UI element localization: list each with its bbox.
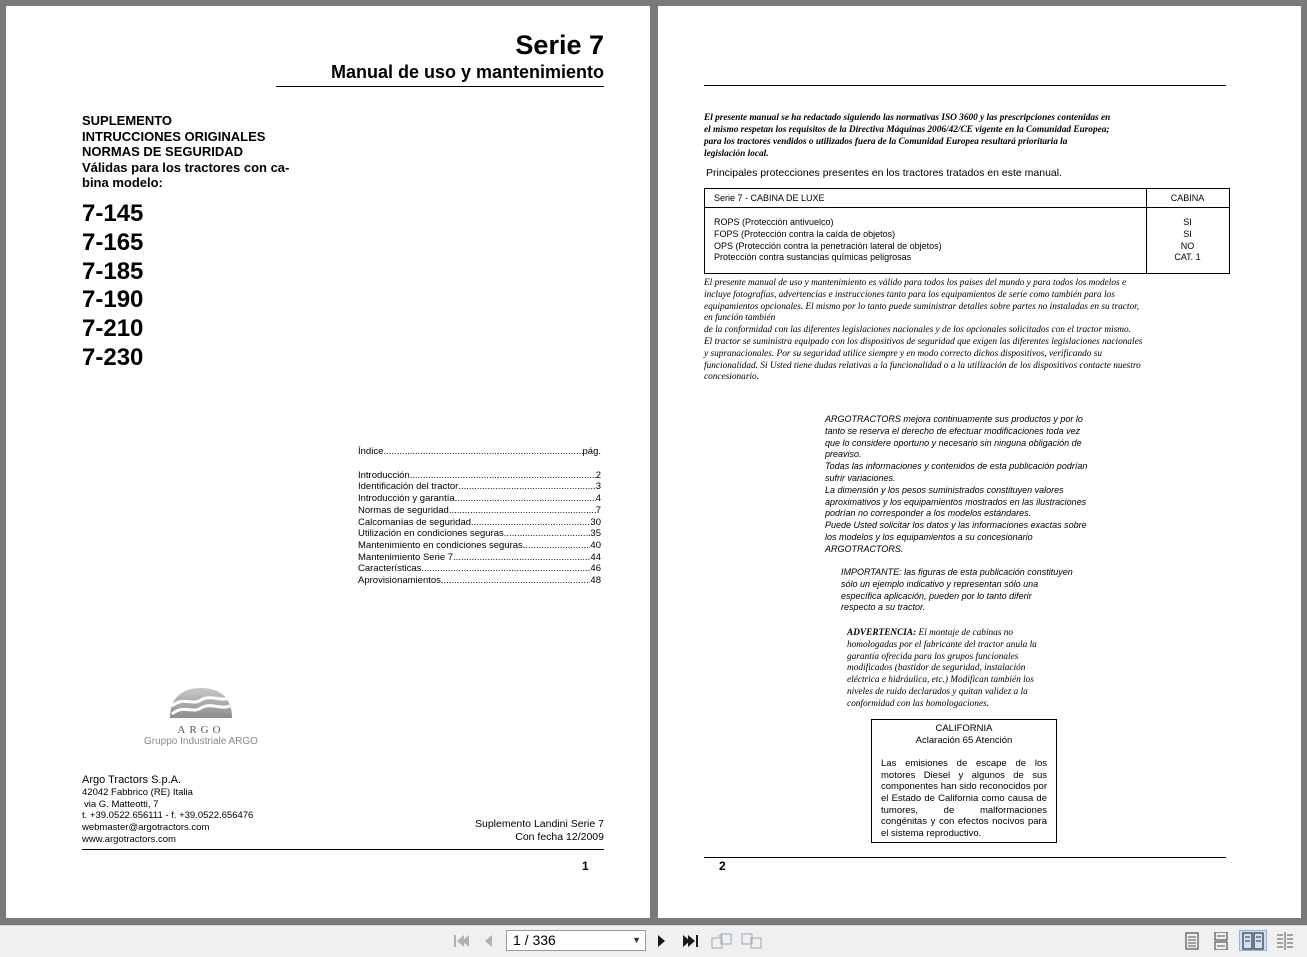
header-rule bbox=[704, 85, 1226, 86]
warning-line: niveles de ruido declarados y quitan validez a la bbox=[847, 686, 1028, 697]
footer-rule bbox=[82, 849, 604, 850]
address-line: via G. Matteotti, 7 bbox=[84, 798, 159, 810]
toc-label: Introducción y garantía bbox=[358, 493, 455, 505]
supplement-name: Suplemento Landini Serie 7 bbox=[474, 818, 604, 830]
previous-page-icon[interactable] bbox=[480, 931, 496, 951]
important-line: sólo un ejemplo indicativo y representan sólo una bbox=[841, 578, 1039, 589]
warning-label: ADVERTENCIA: bbox=[847, 628, 917, 638]
warning-line: eléctrica e hidráulica, etc.) Modifican también los bbox=[847, 675, 1034, 686]
toc-label: Características bbox=[358, 563, 422, 575]
toc-label: Mantenimiento Serie 7 bbox=[358, 551, 454, 563]
warning-line: El montaje de cabinas no bbox=[916, 628, 1014, 638]
footer-rule bbox=[704, 857, 1226, 858]
supplement-line: NORMAS DE SEGURIDAD bbox=[82, 144, 244, 160]
model-item: 7-145 bbox=[82, 200, 144, 227]
toc-row bbox=[358, 552, 601, 564]
manual-line: concesionario. bbox=[704, 372, 759, 383]
notice-line: que lo considere oportuno y necesario sin ninguna obligación de bbox=[825, 437, 1082, 448]
page-number: 1 bbox=[582, 859, 589, 873]
notice-line: podrían no corresponder a los modelos estándares. bbox=[825, 508, 1032, 519]
supplement-note bbox=[475, 818, 604, 844]
protection-item: FOPS (Protección contra la caída de objetos) bbox=[714, 228, 896, 239]
protection-item: Protección contra sustancias químicas peligrosas bbox=[714, 252, 912, 263]
single-page-view-icon[interactable] bbox=[1181, 931, 1203, 951]
model-item: 7-165 bbox=[82, 228, 144, 256]
model-list bbox=[82, 200, 143, 373]
toc-page: 30 bbox=[590, 516, 601, 528]
notice-line: tanto se reserva el derecho de efectuar modificaciones toda vez bbox=[825, 425, 1081, 436]
protection-value: SI bbox=[1183, 217, 1192, 227]
supplement-date: Con fecha 12/2009 bbox=[515, 831, 604, 843]
toc-row bbox=[358, 505, 601, 517]
toc-row bbox=[358, 575, 601, 587]
manual-line: incluye fotografías, advertencias e instrucciones tanto para los equipamientos de serie como también para los bbox=[704, 289, 1115, 300]
two-page-continuous-view-icon[interactable] bbox=[1273, 931, 1297, 951]
company-name: Argo Tractors S.p.A. bbox=[82, 774, 182, 786]
supplement-line: INTRUCCIONES ORIGINALES bbox=[82, 128, 266, 144]
toc-row bbox=[358, 540, 601, 552]
warning-line: modificados (bastidor de seguridad, instalación bbox=[847, 663, 1026, 674]
address-line: webmaster@argotractors.com bbox=[82, 822, 210, 834]
chevron-down-icon[interactable]: ▼ bbox=[632, 935, 641, 945]
model-item: 7-190 bbox=[82, 286, 144, 314]
intro-line: El presente manual se ha redactado siguiendo las normativas ISO 3600 y las prescripciones contenidas en bbox=[704, 113, 1111, 123]
important-line: IMPORTANTE: las figuras de esta publicación constituyen bbox=[841, 567, 1073, 577]
toc-row bbox=[358, 563, 601, 575]
toc-row bbox=[358, 481, 601, 493]
toc-label: Identificación del tractor bbox=[358, 481, 459, 493]
protections-title: Principales protecciones presentes en los tractores tratados en este manual. bbox=[706, 167, 1063, 179]
manual-line: de la conformidad con las diferentes legislaciones nacionales y de los opcionales solicitados con el tractor mismo. bbox=[704, 325, 1131, 336]
toc-label: Introducción bbox=[358, 469, 410, 481]
document-subtitle: Manual de uso y mantenimiento bbox=[330, 62, 604, 82]
toc-row bbox=[358, 470, 601, 482]
model-item: 7-185 bbox=[82, 257, 144, 285]
manual-line: equipamientos opcionales. El mismo por lo tanto puede suministrar detalles sobre partes no instaladas en su tractor, bbox=[704, 301, 1140, 312]
notice-line: ARGOTRACTORS mejora continuamente sus productos y por lo bbox=[825, 414, 1083, 424]
toc-page: 48 bbox=[590, 575, 601, 587]
notice-line: preaviso. bbox=[825, 449, 862, 460]
protection-value: SI bbox=[1183, 228, 1192, 239]
model-item: 7-230 bbox=[82, 343, 144, 371]
supplement-line: bina modelo: bbox=[82, 175, 163, 191]
pdf-page-1 bbox=[6, 6, 650, 918]
company-address bbox=[82, 775, 253, 846]
supplement-heading bbox=[82, 113, 289, 191]
toc-page: 2 bbox=[595, 469, 601, 481]
california-box bbox=[871, 719, 1057, 843]
important-line: específica aplicación, pueden por lo tanto diferir bbox=[841, 590, 1032, 601]
toc-page: pág. bbox=[582, 446, 601, 457]
intro-line: legislación local. bbox=[704, 148, 769, 159]
toc-label: Normas de seguridad bbox=[358, 504, 449, 516]
go-forward-view-icon[interactable] bbox=[740, 931, 764, 951]
protection-values bbox=[1146, 217, 1229, 264]
california-title: CALIFORNIA bbox=[935, 723, 993, 734]
toc-page: 44 bbox=[590, 551, 601, 563]
last-page-icon[interactable] bbox=[681, 931, 701, 951]
address-line: t. +39.0522.656111 - f. +39.0522.656476 bbox=[82, 810, 254, 822]
table-header-right: CABINA bbox=[1170, 193, 1205, 203]
toc-row bbox=[358, 493, 601, 505]
toc-label: Índice bbox=[358, 446, 384, 457]
page-number-input[interactable] bbox=[506, 930, 646, 951]
toc-label: Aprovisionamientos bbox=[358, 575, 441, 587]
toc-page: 4 bbox=[595, 493, 601, 505]
warning-notice bbox=[847, 628, 1087, 711]
page-indicator: 1 / 336 bbox=[513, 932, 556, 948]
toc-page: 3 bbox=[595, 481, 601, 493]
logo-word: ARGO bbox=[177, 724, 225, 736]
argo-logo-mark-icon bbox=[166, 684, 236, 722]
supplement-line: SUPLEMENTO bbox=[82, 113, 173, 128]
manual-validity-text bbox=[704, 278, 1229, 384]
supplement-line: Válidas para los tractores con ca- bbox=[82, 159, 290, 175]
viewer-toolbar bbox=[0, 925, 1307, 957]
page-number: 2 bbox=[719, 859, 726, 873]
title-rule bbox=[276, 86, 604, 87]
toc-page: 46 bbox=[590, 563, 601, 575]
notice-line: ARGOTRACTORS. bbox=[825, 543, 904, 554]
toc-page: 40 bbox=[590, 539, 601, 551]
warning-line: garantía ofrecida para los grupos funcionales bbox=[847, 651, 1019, 662]
toc-row bbox=[358, 446, 601, 458]
continuous-view-icon[interactable] bbox=[1210, 931, 1232, 951]
toc-page: 35 bbox=[590, 528, 601, 540]
document-title: Serie 7 bbox=[515, 30, 604, 60]
two-page-view-icon[interactable] bbox=[1239, 930, 1267, 951]
argo-logo bbox=[140, 684, 262, 747]
table-of-contents bbox=[358, 446, 601, 587]
manual-line: en función también bbox=[704, 313, 776, 324]
california-text: Las emisiones de escape de los motores Diesel y algunos de sus componentes han sido reconocidos por el Estado de California como causa de tumores, de malformaciones congénitas y con efectos nocivos para el sistema reproductivo. bbox=[881, 758, 1047, 839]
toc-label: Utilización en condiciones seguras bbox=[358, 528, 504, 540]
standards-intro bbox=[704, 113, 1229, 161]
manual-line: y supranacionales. Por su seguridad utilice siempre y en modo correcto dichos dispositivos, verificando su bbox=[704, 348, 1102, 359]
notice-line: los modelos y los equipamientos a su concesionario bbox=[825, 531, 1033, 542]
manual-line: funcionalidad. Si Usted tiene dudas relativas a la funcionalidad o a la utilización de los dispositivos contacte nuestro bbox=[704, 360, 1141, 371]
manual-line: El tractor se suministra equipado con los dispositivos de seguridad que exigen las diferentes legislaciones nacionales bbox=[704, 336, 1143, 347]
address-line: www.argotractors.com bbox=[82, 833, 176, 845]
table-header-left: Serie 7 - CABINA DE LUXE bbox=[714, 193, 825, 203]
protection-value: CAT. 1 bbox=[1174, 252, 1201, 263]
warning-line: homologadas por el fabricante del tractor anula la bbox=[847, 639, 1037, 650]
intro-line: para los tractores vendidos o utilizados fuera de la Comunidad Europea resultará prioritaria la bbox=[704, 136, 1068, 147]
california-subtitle: Aclaración 65 Atención bbox=[915, 734, 1013, 746]
notice-line: La dimensión y los pesos suministrados constituyen valores bbox=[825, 484, 1064, 495]
protection-item: ROPS (Protección antivuelco) bbox=[714, 217, 834, 227]
go-back-view-icon[interactable] bbox=[710, 931, 734, 951]
notice-line: Puede Usted solicitar los datos y las informaciones exactas sobre bbox=[825, 520, 1087, 531]
protection-items bbox=[714, 217, 942, 264]
notice-line: aproximativos y los equipamientos mostrados en las ilustraciones bbox=[825, 496, 1087, 507]
protection-value: NO bbox=[1180, 240, 1195, 251]
next-page-icon[interactable] bbox=[654, 931, 670, 951]
address-line: 42042 Fabbrico (RE) Italia bbox=[82, 786, 193, 798]
model-item: 7-210 bbox=[82, 315, 144, 343]
intro-line: el mismo respetan los requisitos de la Directiva Máquinas 2006/42/CE vigente en la Comunidad Europea; bbox=[704, 124, 1110, 135]
protection-item: OPS (Protección contra la penetración lateral de objetos) bbox=[714, 240, 942, 251]
toc-row bbox=[358, 528, 601, 540]
toc-row bbox=[358, 517, 601, 529]
toc-label: Mantenimiento en condiciones seguras bbox=[358, 539, 523, 551]
toc-page: 7 bbox=[595, 504, 601, 516]
manual-line: El presente manual de uso y mantenimiento es válido para todos los países del mundo y para todos los modelos e bbox=[704, 278, 1127, 288]
notice-line: Todas las informaciones y contenidos de esta publicación podrían bbox=[825, 461, 1088, 472]
warning-line: conformidad con las homologaciones. bbox=[847, 698, 990, 709]
pdf-page-2 bbox=[658, 6, 1301, 918]
important-notice bbox=[841, 567, 1096, 614]
toc-label: Calcomanías de seguridad bbox=[358, 516, 472, 528]
important-line: respecto a su tractor. bbox=[841, 602, 926, 613]
notice-line: sufrir variaciones. bbox=[825, 472, 896, 483]
protections-table bbox=[704, 188, 1230, 274]
argotractors-notice bbox=[825, 414, 1115, 556]
first-page-icon[interactable] bbox=[451, 931, 471, 951]
logo-group-text: Gruppo Industriale ARGO bbox=[144, 736, 258, 747]
